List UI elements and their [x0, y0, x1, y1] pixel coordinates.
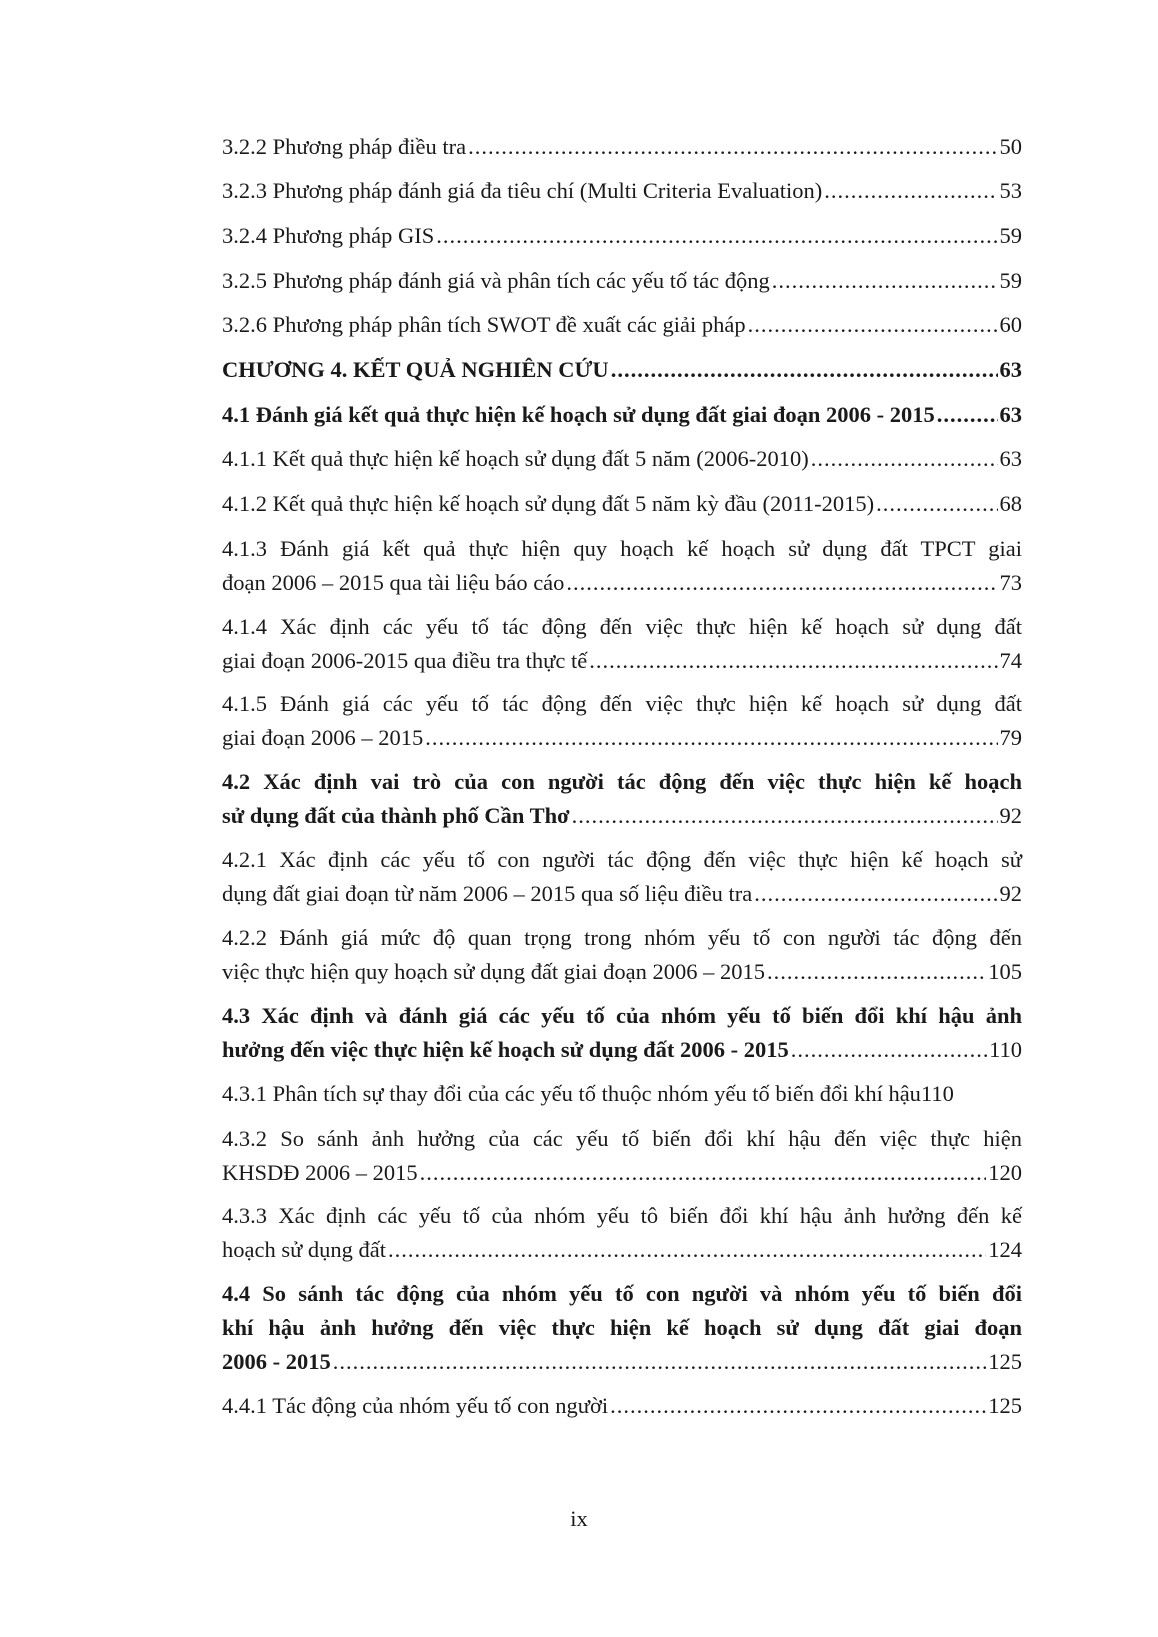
toc-entry-4-2[interactable]	[222, 765, 1022, 833]
toc-entry-3-2-5[interactable]	[222, 264, 1022, 298]
toc-entry-title-line-2: việc thực hiện quy hoạch sử dụng đất giai đoạn 2006 – 2015	[222, 959, 766, 984]
toc-entry-4-1-5[interactable]	[222, 687, 1022, 755]
toc-entry-title: 4.1.1 Kết quả thực hiện kế hoạch sử dụng đất 5 năm (2006-2010)	[222, 446, 809, 471]
toc-entry-title: 4.3.1 Phân tích sự thay đổi của các yếu tố thuộc nhóm yếu tố biến đổi khí hậu	[222, 1081, 921, 1106]
dot-leader	[388, 1233, 986, 1267]
dot-leader	[791, 1033, 987, 1067]
toc-entry-4-1-1[interactable]	[222, 442, 1022, 476]
dot-leader	[824, 174, 997, 208]
toc-entry-title-line-2: giai đoạn 2006 – 2015	[222, 725, 424, 750]
dot-leader	[748, 308, 998, 342]
toc-entry-title-line-1: 4.4 So sánh tác động của nhóm yếu tố con người và nhóm yếu tố biến đổi	[222, 1281, 1022, 1306]
toc-entry-title-line-2: đoạn 2006 – 2015 qua tài liệu báo cáo	[222, 570, 565, 595]
toc-entry-title-line-1: 4.3.3 Xác định các yếu tố của nhóm yếu tô biến đổi khí hậu ảnh hưởng đến kế	[222, 1203, 1022, 1228]
toc-page-number: 59	[999, 223, 1022, 248]
toc-page-number: 110	[920, 1081, 954, 1106]
toc-entry-title-line-1: 4.2.1 Xác định các yếu tố con người tác động đến việc thực hiện kế hoạch sử	[222, 847, 1022, 872]
dot-leader	[937, 398, 998, 432]
toc-entry-4-4[interactable]	[222, 1277, 1022, 1379]
dot-leader	[468, 130, 997, 164]
toc-entry-4-1-3[interactable]	[222, 532, 1022, 600]
toc-entry-title: 3.2.4 Phương pháp GIS	[222, 223, 435, 248]
toc-entry-title: 4.1.2 Kết quả thực hiện kế hoạch sử dụng đất 5 năm kỳ đầu (2011-2015)	[222, 491, 875, 516]
toc-entry-4-1[interactable]	[222, 398, 1022, 432]
toc-entry-title-line-1: 4.1.3 Đánh giá kết quả thực hiện quy hoạch kế hoạch sử dụng đất TPCT giai	[222, 536, 1022, 561]
toc-entry-title-line-2: hoạch sử dụng đất	[222, 1237, 387, 1262]
toc-entry-4-1-2[interactable]	[222, 487, 1022, 521]
toc-page-number: 63	[999, 446, 1022, 471]
toc-page-number: 92	[999, 803, 1022, 828]
toc-entry-4-3-1[interactable]	[222, 1077, 1022, 1111]
toc-entry-4-3-2[interactable]	[222, 1122, 1022, 1190]
dot-leader	[811, 442, 998, 476]
toc-entry-4-3[interactable]	[222, 999, 1022, 1067]
toc-entry-title: CHƯƠNG 4. KẾT QUẢ NGHIÊN CỨU	[222, 357, 609, 382]
toc-entry-4-1-4[interactable]	[222, 610, 1022, 678]
toc-entry-title: 3.2.6 Phương pháp phân tích SWOT đề xuất các giải pháp	[222, 312, 746, 337]
toc-entry-title-line-1: 4.3.2 So sánh ảnh hưởng của các yếu tố biến đổi khí hậu đến việc thực hiện	[222, 1126, 1022, 1151]
dot-leader	[611, 353, 998, 387]
toc-entry-4-2-1[interactable]	[222, 843, 1022, 911]
toc-page-number: 60	[999, 312, 1022, 337]
toc-entry-title-line-2: sử dụng đất của thành phố Cần Thơ	[222, 803, 570, 828]
toc-page-number: 125	[988, 1349, 1022, 1374]
dot-leader	[333, 1345, 987, 1379]
toc-page-number: 63	[999, 357, 1022, 382]
toc-page-number: 50	[999, 134, 1022, 159]
toc-entry-title-line-2: hưởng đến việc thực hiện kế hoạch sử dụng đất 2006 - 2015	[222, 1037, 789, 1062]
toc-page-number: 120	[988, 1160, 1022, 1185]
toc-page-number: 105	[988, 959, 1022, 984]
toc-entry-title: 3.2.3 Phương pháp đánh giá đa tiêu chí (Multi Criteria Evaluation)	[222, 178, 823, 203]
dot-leader	[767, 955, 986, 989]
dot-leader	[420, 1156, 987, 1190]
dot-leader	[754, 877, 997, 911]
toc-entry-title-line-1: 4.2.2 Đánh giá mức độ quan trọng trong nhóm yếu tố con người tác động đến	[222, 925, 1022, 950]
page-number-footer: ix	[570, 1506, 588, 1531]
toc-entry-title: 4.1 Đánh giá kết quả thực hiện kế hoạch sử dụng đất giai đoạn 2006 - 2015	[222, 402, 935, 427]
toc-page-number: 110	[989, 1037, 1022, 1062]
toc-entry-title-line-1: 4.2 Xác định vai trò của con người tác động đến việc thực hiện kế hoạch	[222, 769, 1022, 794]
toc-entry-title: 3.2.5 Phương pháp đánh giá và phân tích các yếu tố tác động	[222, 268, 770, 293]
toc-page-number: 59	[999, 268, 1022, 293]
toc-entry-title-line-2: KHSDĐ 2006 – 2015	[222, 1160, 418, 1185]
toc-entry-title-line-1: 4.1.4 Xác định các yếu tố tác động đến việc thực hiện kế hoạch sử dụng đất	[222, 614, 1022, 639]
toc-entry-title-line-2: giai đoạn 2006-2015 qua điều tra thực tế	[222, 648, 588, 673]
dot-leader	[610, 1389, 986, 1423]
toc-entry-title: 4.4.1 Tác động của nhóm yếu tố con người	[222, 1393, 609, 1418]
toc-entry-4-2-2[interactable]	[222, 921, 1022, 989]
toc-entry-title-line-2: dụng đất giai đoạn từ năm 2006 – 2015 qua số liệu điều tra	[222, 881, 753, 906]
toc-entry-3-2-6[interactable]	[222, 308, 1022, 342]
toc-page-number: 68	[999, 491, 1022, 516]
dot-leader	[425, 721, 997, 755]
dot-leader	[572, 799, 998, 833]
toc-page-number: 53	[999, 178, 1022, 203]
toc-page-number: 92	[999, 881, 1022, 906]
toc-page-number: 74	[999, 648, 1022, 673]
dot-leader	[436, 219, 997, 253]
toc-page-number: 124	[988, 1237, 1022, 1262]
toc-entry-title-line-1: 4.3 Xác định và đánh giá các yếu tố của nhóm yếu tố biến đổi khí hậu ảnh	[222, 1003, 1022, 1028]
dot-leader	[566, 566, 997, 600]
toc-entry-title: 3.2.2 Phương pháp điều tra	[222, 134, 467, 159]
toc-entry-3-2-2[interactable]	[222, 130, 1022, 164]
dot-leader	[589, 644, 997, 678]
toc-entry-4-3-3[interactable]	[222, 1199, 1022, 1267]
toc-entry-3-2-4[interactable]	[222, 219, 1022, 253]
toc-page-number: 125	[988, 1393, 1022, 1418]
toc-entry-title-line-1: 4.1.5 Đánh giá các yếu tố tác động đến việc thực hiện kế hoạch sử dụng đất	[222, 691, 1022, 716]
toc-page-number: 79	[999, 725, 1022, 750]
toc-entry-title-line-3: 2006 - 2015	[222, 1349, 331, 1374]
toc-entry-4-4-1[interactable]	[222, 1389, 1022, 1423]
toc-entry-title-line-2: khí hậu ảnh hưởng đến việc thực hiện kế hoạch sử dụng đất giai đoạn	[222, 1315, 1022, 1340]
dot-leader	[876, 487, 997, 521]
toc-page-number: 63	[999, 402, 1022, 427]
dot-leader	[772, 264, 998, 298]
toc-entry-3-2-3[interactable]	[222, 174, 1022, 208]
toc-page-number: 73	[999, 570, 1022, 595]
toc-entry-chapter-4[interactable]	[222, 353, 1022, 387]
